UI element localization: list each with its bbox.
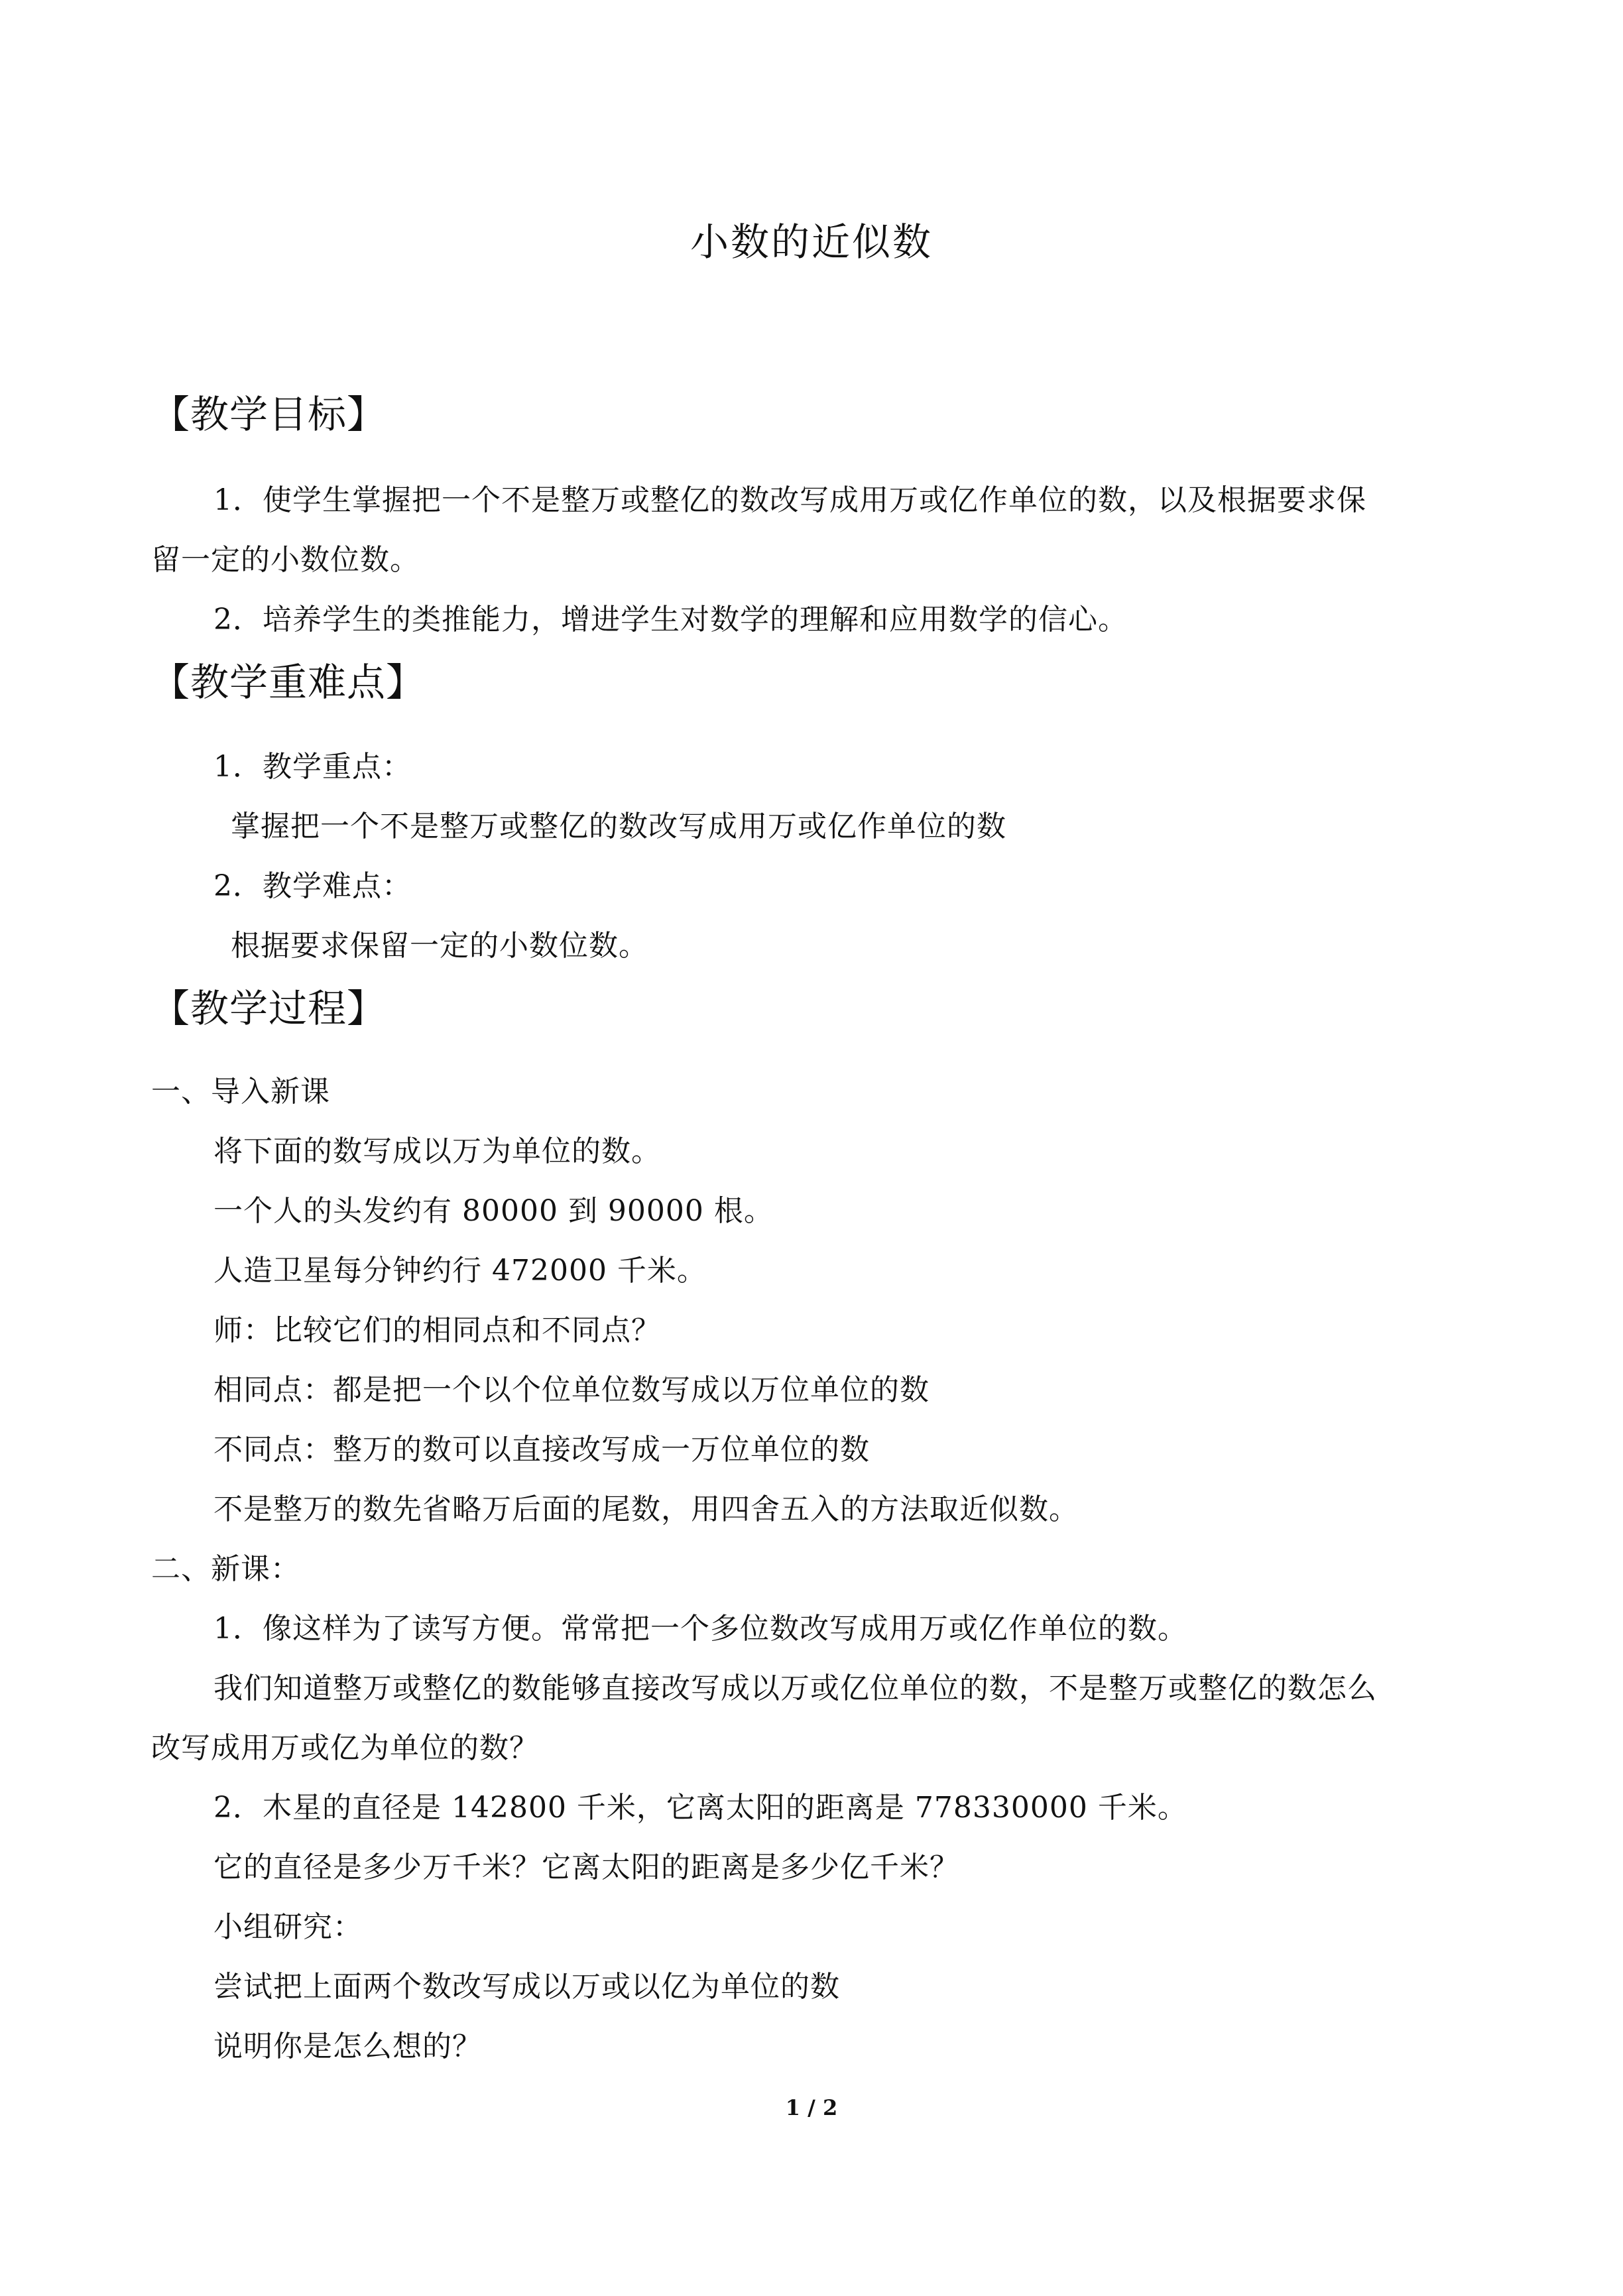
part1-line-4: 师：比较它们的相同点和不同点？: [213, 1313, 661, 1347]
part1-line-7: 不是整万的数先省略万后面的尾数，用四舍五入的方法取近似数。: [213, 1492, 1079, 1526]
goal-line-3: 2．培养学生的类推能力，增进学生对数学的理解和应用数学的信心。: [213, 603, 1128, 636]
goals-heading: 【教学目标】: [151, 392, 387, 437]
goal-line-1: 1．使学生掌握把一个不是整万或整亿的数改写成用万或亿作单位的数，以及根据要求保: [213, 483, 1366, 517]
goal-line-2: 留一定的小数位数。: [151, 543, 420, 577]
part1-line-6: 不同点：整万的数可以直接改写成一万位单位的数: [213, 1433, 870, 1467]
part1-line-2: 一个人的头发约有 80000 到 90000 根。: [213, 1194, 774, 1228]
part2-line-5: 它的直径是多少万千米？它离太阳的距离是多少亿千米？: [213, 1850, 959, 1884]
part2-line-8: 说明你是怎么想的？: [213, 2029, 482, 2063]
keypoint-1: 1．教学重点：: [213, 750, 412, 784]
part1-line-1: 将下面的数写成以万为单位的数。: [213, 1134, 661, 1168]
part1-line-5: 相同点：都是把一个以个位单位数写成以万位单位的数: [213, 1373, 930, 1407]
part2-line-1: 1．像这样为了读写方便。常常把一个多位数改写成用万或亿作单位的数。: [213, 1612, 1187, 1646]
part2-line-7: 尝试把上面两个数改写成以万或以亿为单位的数: [213, 1970, 840, 2004]
keypoint-1-detail: 掌握把一个不是整万或整亿的数改写成用万或亿作单位的数: [231, 810, 1006, 843]
page-number: 1 / 2: [785, 2095, 838, 2120]
part2-line-6: 小组研究：: [213, 1910, 363, 1944]
keypoint-2: 2．教学难点：: [213, 869, 412, 903]
part1-heading: 一、导入新课: [151, 1075, 330, 1109]
part2-heading: 二、新课：: [151, 1552, 300, 1586]
page-title: 小数的近似数: [690, 219, 933, 265]
process-heading: 【教学过程】: [151, 986, 387, 1031]
keypoints-heading: 【教学重难点】: [151, 660, 426, 705]
part2-line-2: 我们知道整万或整亿的数能够直接改写成以万或亿位单位的数，不是整万或整亿的数怎么: [213, 1671, 1377, 1705]
part1-line-3: 人造卫星每分钟约行 472000 千米。: [213, 1254, 707, 1288]
part2-line-4: 2．木星的直径是 142800 千米，它离太阳的距离是 778330000 千米。: [213, 1791, 1187, 1825]
part2-line-3: 改写成用万或亿为单位的数？: [151, 1731, 539, 1765]
keypoint-2-detail: 根据要求保留一定的小数位数。: [231, 929, 648, 963]
